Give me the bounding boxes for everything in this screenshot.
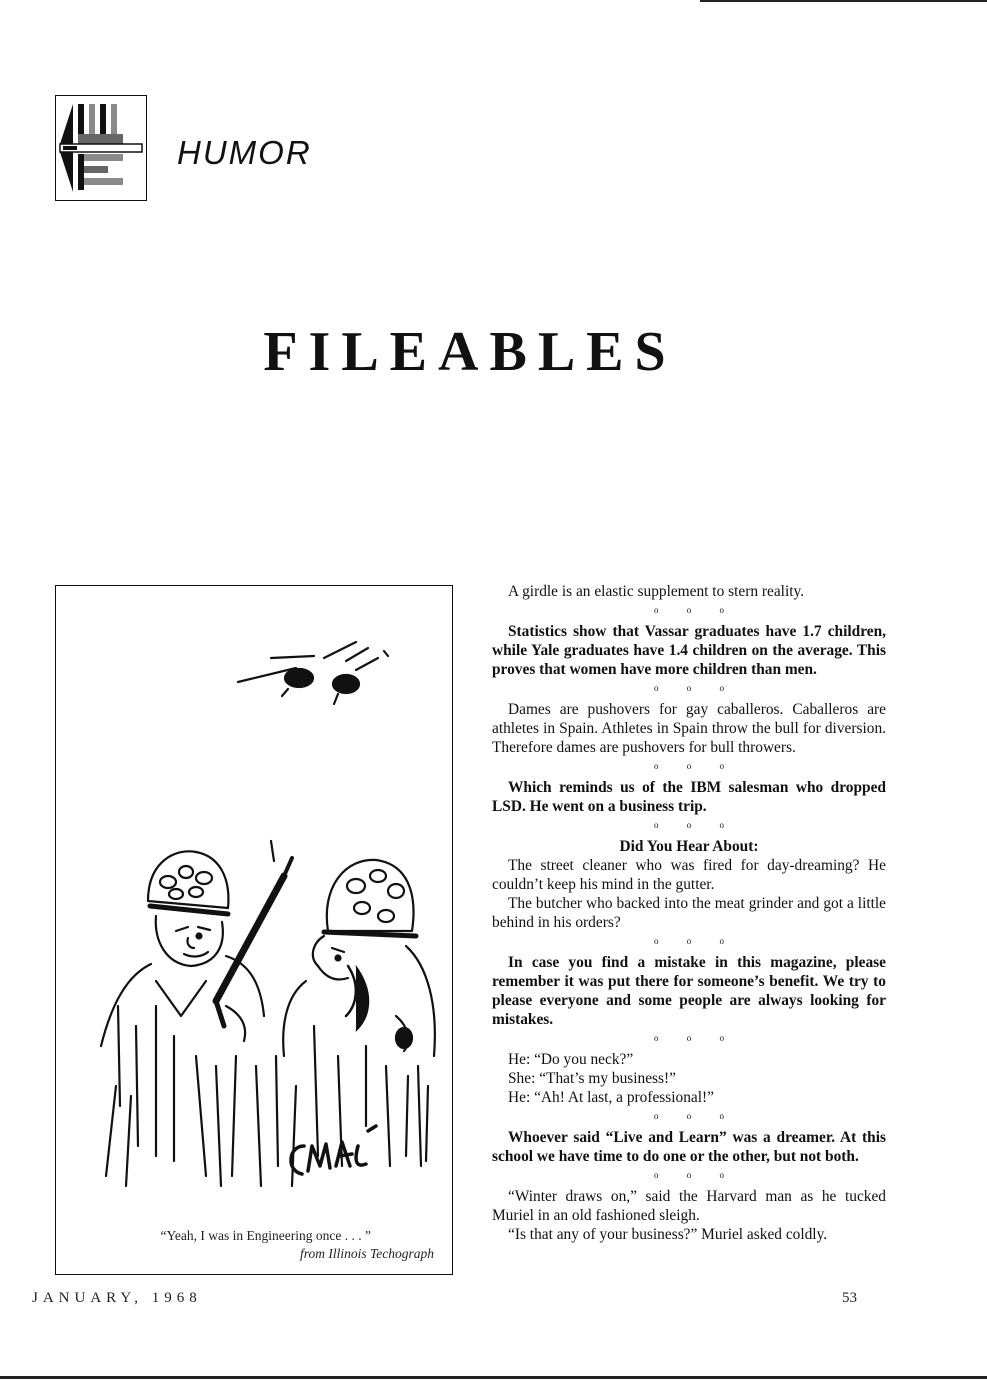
cartoon-caption: “Yeah, I was in Engineering once . . . ”	[160, 1228, 371, 1243]
top-rule	[700, 0, 987, 2]
joke-paragraph: Statistics show that Vassar graduates have 1.7 children, while Yale graduates have 1.4 children on the average. This proves that women have more children than men.	[492, 623, 886, 678]
cartoon-source: from Illinois Techograph	[299, 1246, 434, 1261]
joke-paragraph: She: “That’s my business!”	[508, 1070, 676, 1087]
joke-paragraph: Which reminds us of the IBM salesman who dropped LSD. He went on a business trip.	[492, 779, 886, 815]
joke-winter	[492, 1187, 886, 1244]
joke-paragraph: The street cleaner who was fired for day-dreaming? He couldn’t keep his mind in the gutter.	[492, 857, 886, 893]
joke-separator: o o o	[654, 1111, 737, 1121]
helicopter-icon	[324, 642, 378, 704]
joke-statistics	[492, 622, 886, 679]
joke-mistake	[492, 953, 886, 1029]
page-number: 53	[842, 1290, 857, 1306]
joke-live-and-learn	[492, 1128, 886, 1166]
artist-signature-icon	[291, 1126, 376, 1174]
joke-girdle	[492, 582, 886, 601]
jokes-column	[492, 582, 886, 1244]
logo-mark	[56, 96, 145, 199]
joke-separator: o o o	[654, 683, 737, 693]
joke-separator: o o o	[654, 1170, 737, 1180]
joke-paragraph: “Winter draws on,” said the Harvard man as he tucked Muriel in an old fashioned sleigh.	[492, 1188, 886, 1224]
page-title: FILEABLES	[263, 321, 677, 383]
joke-paragraph: Did You Hear About:	[619, 838, 759, 855]
we-magazine-logo-icon	[55, 95, 147, 201]
joke-ibm	[492, 778, 886, 816]
joke-paragraph: He: “Do you neck?”	[508, 1051, 634, 1068]
bottom-rule	[0, 1376, 987, 1379]
joke-separator: o o o	[654, 936, 737, 946]
joke-separator: o o o	[654, 761, 737, 771]
joke-separator: o o o	[654, 1033, 737, 1043]
joke-dames	[492, 700, 886, 757]
joke-paragraph: “Is that any of your business?” Muriel asked coldly.	[508, 1226, 828, 1243]
section-label: HUMOR	[177, 134, 312, 171]
joke-paragraph: Dames are pushovers for gay caballeros. Caballeros are athletes in Spain. Athletes in Spain throw the bull for diversion. Therefore dames are pushovers for bull throwers.	[492, 701, 886, 756]
joke-paragraph: A girdle is an elastic supplement to stern reality.	[508, 583, 805, 600]
joke-paragraph: Whoever said “Live and Learn” was a dreamer. At this school we have time to do one or the other, but not both.	[492, 1129, 886, 1165]
joke-paragraph: In case you find a mistake in this magazine, please remember it was put there for someone’s benefit. We try to please everyone and some people are always looking for mistakes.	[492, 954, 886, 1028]
joke-did-you-hear	[492, 837, 886, 932]
joke-separator: o o o	[654, 605, 737, 615]
helicopter-icon	[238, 656, 314, 696]
issue-date: JANUARY, 1968	[32, 1290, 202, 1306]
joke-paragraph: He: “Ah! At last, a professional!”	[508, 1089, 714, 1106]
joke-neck	[492, 1050, 886, 1107]
soldiers-cartoon-illustration	[56, 586, 451, 1206]
joke-separator: o o o	[654, 820, 737, 830]
cartoon-panel	[55, 585, 453, 1275]
joke-paragraph: The butcher who backed into the meat grinder and got a little behind in his orders?	[492, 895, 886, 931]
